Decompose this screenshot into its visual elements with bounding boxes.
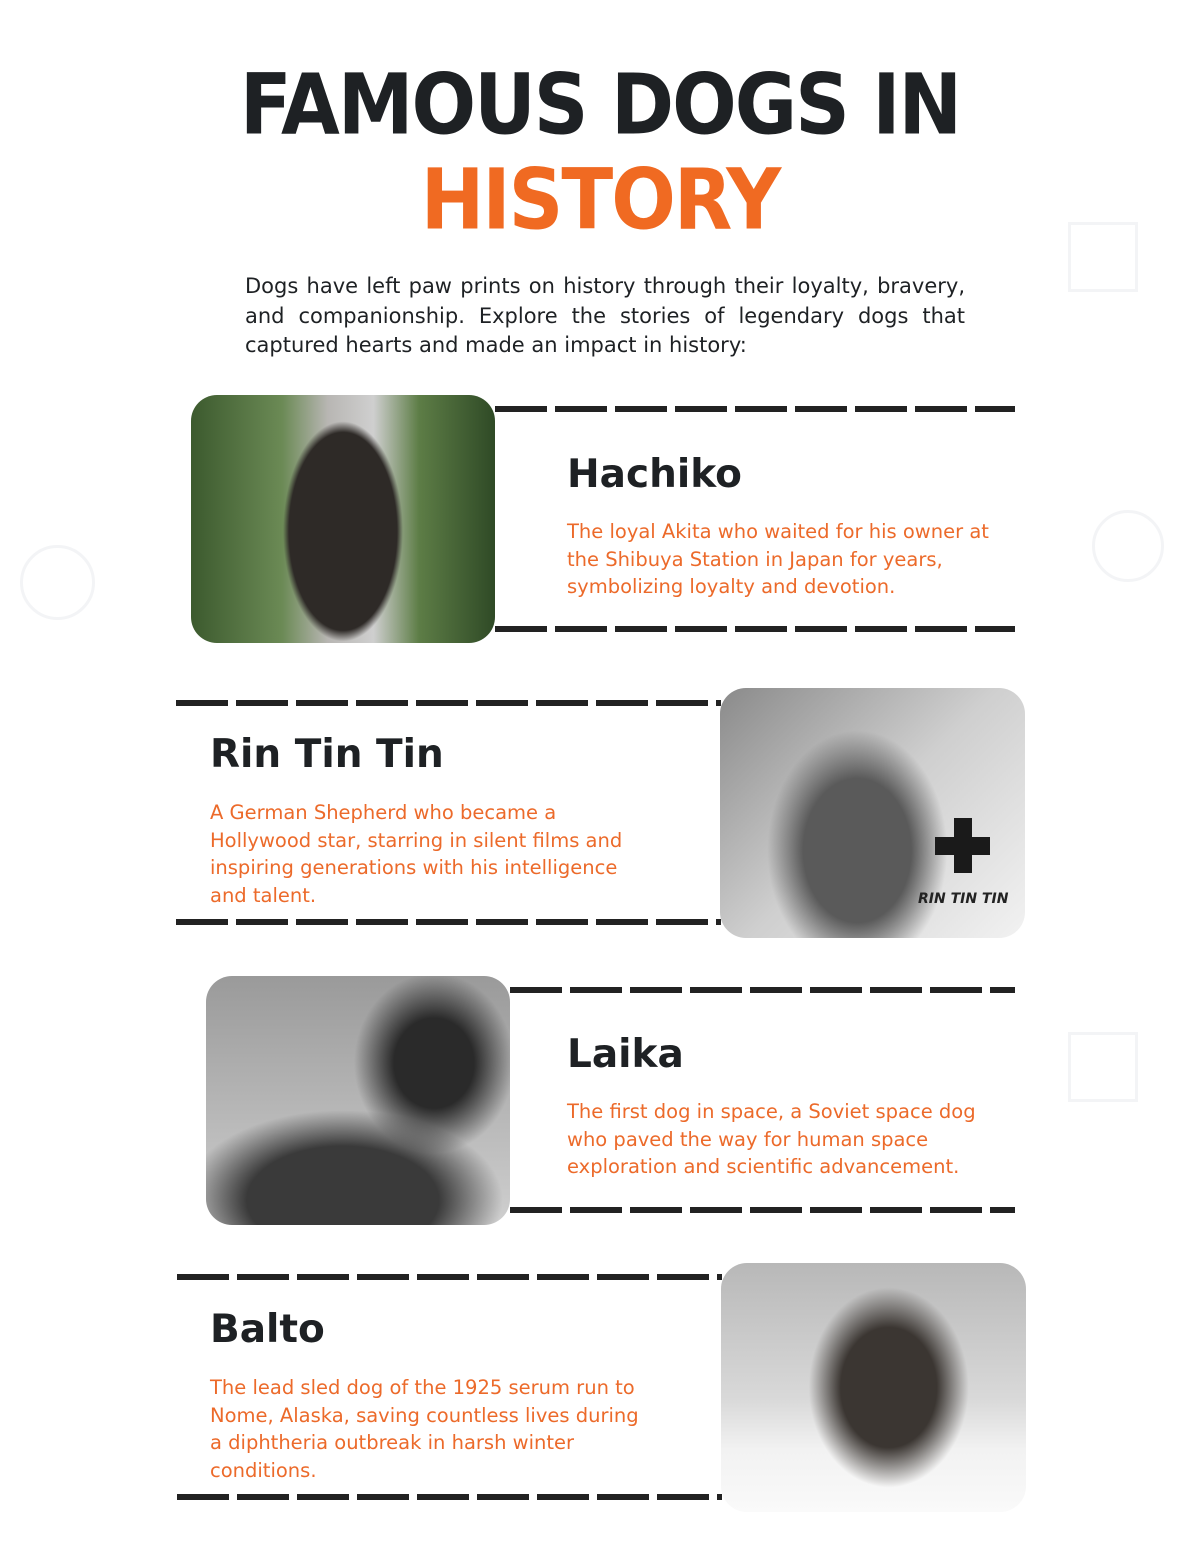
- dashed-divider: [495, 626, 1015, 632]
- dashed-divider: [177, 1494, 722, 1500]
- dashed-divider: [510, 1207, 1015, 1213]
- background-circle-decoration: [20, 545, 95, 620]
- background-square-decoration: [1068, 1032, 1138, 1102]
- background-circle-decoration: [1092, 510, 1164, 582]
- dog-description: The lead sled dog of the 1925 serum run to Nome, Alaska, saving countless lives during a diphtheria outbreak in harsh winter conditions.: [210, 1376, 639, 1482]
- laika-photo: [206, 976, 510, 1225]
- dashed-divider: [510, 987, 1015, 993]
- dog-name: Rin Tin Tin: [210, 732, 444, 777]
- dashed-divider: [177, 1274, 722, 1280]
- dashed-divider: [176, 919, 721, 925]
- hachiko-photo: [191, 395, 495, 643]
- dog-description: The loyal Akita who waited for his owner at the Shibuya Station in Japan for years, symbolizing loyalty and devotion.: [567, 520, 989, 598]
- dog-description: A German Shepherd who became a Hollywood star, starring in silent films and inspiring generations with his intelligence and talent.: [210, 801, 623, 907]
- dog-name: Hachiko: [567, 452, 742, 497]
- page-title-highlight: HISTORY: [420, 150, 780, 249]
- red-cross-icon: [935, 818, 990, 873]
- dog-name: Laika: [567, 1032, 684, 1077]
- image-caption: RIN TIN TIN: [918, 891, 1009, 907]
- dog-name: Balto: [210, 1307, 325, 1352]
- rin-tin-tin-photo: [720, 688, 1025, 938]
- dashed-divider: [176, 700, 721, 706]
- dog-description: The first dog in space, a Soviet space dog who paved the way for human space exploration and scientific advancement.: [567, 1100, 976, 1178]
- dashed-divider: [495, 406, 1015, 412]
- page-title: FAMOUS DOGS IN: [239, 55, 961, 154]
- intro-text: Dogs have left paw prints on history through their loyalty, bravery, and companionship. Explore the stories of legendary dogs that captured hearts and made an impact in history:: [245, 274, 965, 357]
- balto-photo: [721, 1263, 1026, 1512]
